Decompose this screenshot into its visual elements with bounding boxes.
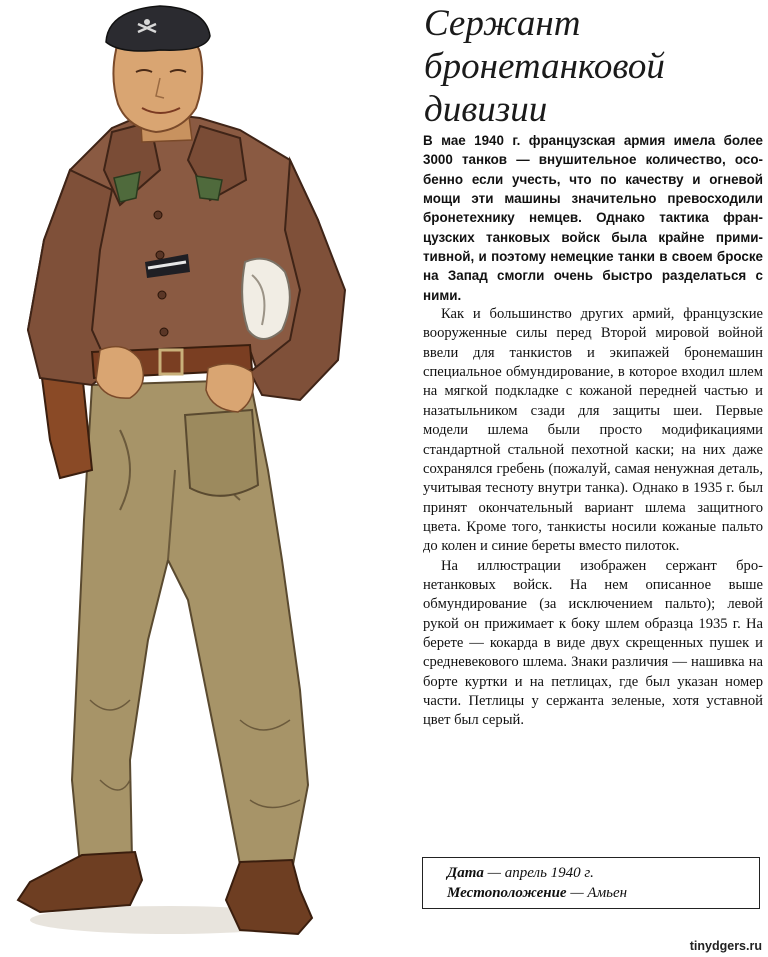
beret <box>106 6 210 51</box>
dash: — <box>483 865 505 881</box>
title-line: бронетанковой <box>424 46 665 87</box>
watermark: tinydgers.ru <box>689 939 762 953</box>
holster <box>42 372 92 478</box>
date-value: апрель 1940 г. <box>504 865 594 881</box>
info-box <box>422 857 760 909</box>
date-row <box>447 863 759 883</box>
page-title <box>424 2 754 131</box>
collar-tab-right <box>196 176 222 200</box>
paragraph: Как и большинство других армий, французские вооруженные силы перед Второй мировой войной ввели для танкистов и экипажей бронемашин специальное обмундирование, в которое входил шлем на мягкой подкладке с кожаной передней частью и назатыльником сзади для защиты шеи. Первые модели шлема были просто модификациями стандартной стальной пехотной каски; на них даже сохранялся гребень (пожалуй, самая ненужная деталь, учитывая тесноту внутри танка). Однако в 1935 г. был принят окончательный вариант шлема защитного цвета. Кроме того, танкисты носили кожаные пальто до колен и синие береты вместо пилоток. <box>423 306 763 555</box>
tank-helmet <box>242 259 290 339</box>
title-line: Сержант <box>424 3 581 44</box>
trouser-pocket <box>185 410 258 496</box>
dash: — <box>566 885 588 901</box>
left-boot <box>18 852 142 912</box>
body-text <box>423 131 763 731</box>
paragraph: На иллюстрации изображен сержант бронетанковых войск. На нем описанное выше обмундирование (за исключением пальто); левой рукой он прижимает к боку шлем образца 1935 г. На берете — кокарда в виде двух скрещенных пушек и средневекового шлема. Знаки различия — нашивка на борте куртки и на петлицах, где был указан номер части. Петлицы у сержанта зеленые, хотя уставной цвет был серый. <box>423 557 763 729</box>
location-row <box>447 883 759 903</box>
right-boot <box>226 860 312 934</box>
location-label: Местоположение <box>447 885 567 901</box>
date-label: Дата <box>447 865 484 881</box>
location-value: Амьен <box>587 885 628 901</box>
title-line: дивизии <box>424 89 548 130</box>
lead-paragraph: В мае 1940 г. французская армия имела более 3000 танков — внушительное количество, особенно если учесть, что по качеству и огневой мощи эти машины значительно превосходили бронетехнику немцев. Однако тактика французских танковых войск была крайне примитивной, и поэтому немецкие танки в своем броске на Запад смогли очень быстро разделаться с ними. <box>423 133 763 303</box>
